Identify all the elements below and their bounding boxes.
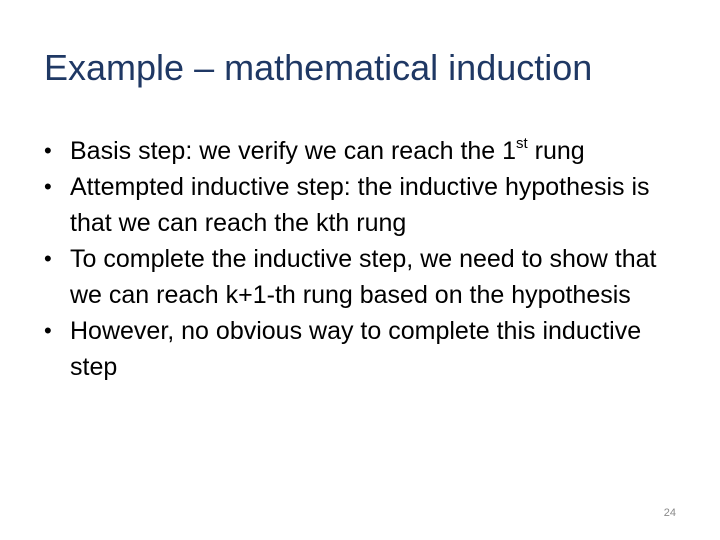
bullet-text: However, no obvious way to complete this inductive step [70,317,642,381]
slide-title: Example – mathematical induction [44,47,593,88]
bullet-item-complete-inductive-step [44,241,684,313]
bullet-marker-icon: • [44,174,52,199]
bullet-list [44,133,684,385]
bullet-marker-icon: • [44,138,52,163]
bullet-text [70,137,585,165]
bullet-text-part: Basis step: we verify we can reach the 1 [70,137,517,165]
bullet-item-attempted-inductive-step [44,169,684,241]
ordinal-superscript: st [516,135,528,152]
bullet-marker-icon: • [44,246,52,271]
bullet-text-part: rung [527,137,585,165]
page-number: 24 [663,507,676,519]
bullet-item-basis-step [44,133,684,169]
bullet-item-no-obvious-way [44,313,684,385]
bullet-marker-icon: • [44,318,52,343]
bullet-text: Attempted inductive step: the inductive hypothesis is that we can reach the kth rung [70,173,650,237]
bullet-text: To complete the inductive step, we need to show that we can reach k+1-th rung based on the hypothesis [70,245,657,309]
